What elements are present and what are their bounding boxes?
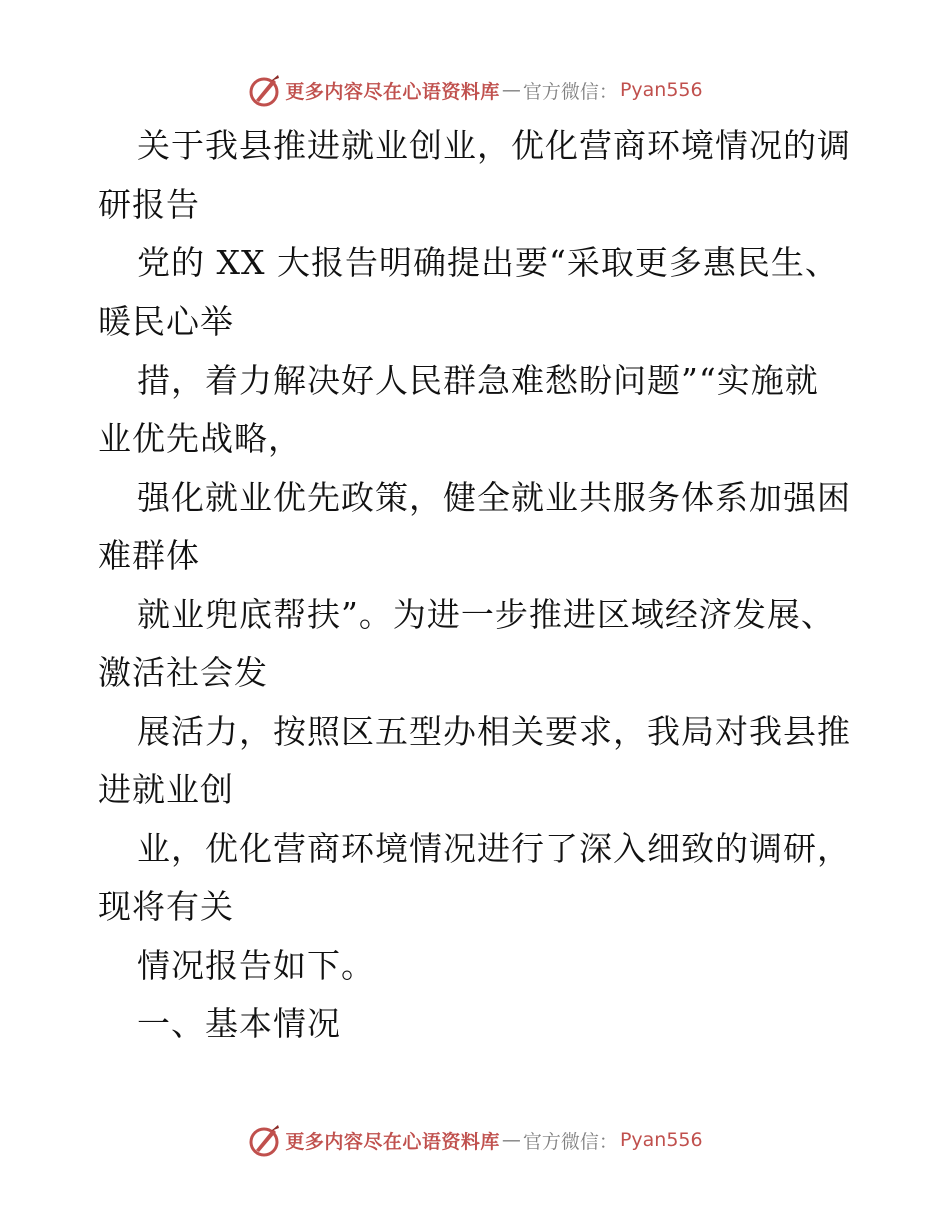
quill-logo-icon [247,73,281,107]
banner-text: 更多内容尽在心语资料库 [285,1130,500,1153]
body-line: 业优先战略， [98,419,302,458]
banner-dash: — [501,79,521,101]
body-line: 研报告 [98,185,200,224]
body-line: 暖民心举 [98,302,234,341]
wechat-label: 官方微信： [522,1130,618,1153]
body-line: 业，优化营商环境情况进行了深入细致的调研， [137,829,851,868]
body-line: 就业兜底帮扶”。为进一步推进区域经济发展、 [137,595,835,634]
section-heading: 一、基本情况 [137,1004,341,1043]
wechat-id: Pyan556 [619,79,703,101]
body-line: 展活力，按照区五型办相关要求，我局对我县推 [137,712,851,751]
wechat-id: Pyan556 [619,1129,703,1151]
body-line: 现将有关 [98,887,234,926]
header-banner [0,70,950,110]
wechat-label: 官方微信： [522,80,618,103]
body-line: 情况报告如下。 [137,946,375,985]
body-line: 激活社会发 [98,653,268,692]
body-line: 措，着力解决好人民群急难愁盼问题”“实施就 [137,361,819,400]
banner-dash: — [501,1129,521,1151]
body-line: 强化就业优先政策，健全就业共服务体系加强困 [137,478,851,517]
quill-logo-icon [247,1123,281,1157]
body-line: 难群体 [98,536,200,575]
body-line: 关于我县推进就业创业，优化营商环境情况的调 [137,126,851,165]
banner-text: 更多内容尽在心语资料库 [285,80,500,103]
body-line: 进就业创 [98,770,234,809]
footer-banner [0,1120,950,1160]
body-line: 党的 XX 大报告明确提出要“采取更多惠民生、 [137,243,839,282]
